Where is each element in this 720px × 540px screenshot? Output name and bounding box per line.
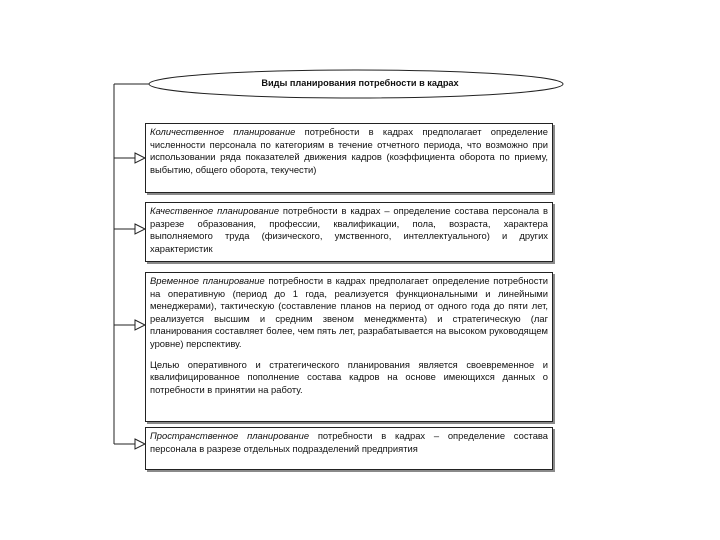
box-2-text: потребности в кадрах – определение состава персонала в разрезе образования, профессии, квалификации, пола, возраста, характера выполняемого труда (физического, умственного, интеллектуального) и других характеристик	[150, 205, 548, 254]
diagram-title: Виды планирования потребности в кадрах	[261, 78, 459, 88]
box-1-lead: Количественное планирование	[150, 126, 296, 137]
box-1-paragraph	[150, 126, 548, 176]
box-2-lead: Качественное планирование	[150, 205, 280, 216]
spatial-planning-box	[145, 427, 553, 470]
quantitative-planning-box	[145, 123, 553, 193]
box-4-paragraph	[150, 430, 548, 455]
arrow-to-box-4	[114, 439, 145, 449]
box-2-paragraph	[150, 205, 548, 255]
arrow-to-box-3	[114, 320, 145, 330]
box-3-note: Целью оперативного и стратегического планирования является своевременное и квалифицированное пополнение состава кадров на основе имеющихся данных о потребности в принятии на работу.	[150, 358, 548, 395]
arrow-to-box-1	[114, 153, 145, 163]
arrow-to-box-2	[114, 224, 145, 234]
box-1-text: потребности в кадрах предполагает определение численности персонала по категориям в течение отчетного периода, что возможно при использовании ряда показателей движения кадров (коэффициента оборота по приему, выбытию, общего оборота, текучести)	[150, 126, 548, 175]
box-4-lead: Пространственное планирование	[150, 430, 310, 441]
temporal-planning-box	[145, 272, 553, 422]
box-4-text: потребности в кадрах – определение состава персонала в разрезе отдельных подразделений предприятия	[150, 430, 548, 454]
box-3-text: потребности в кадрах предполагает определение потребности на оперативную (период до 1 года, реализуется функциональными и линейными менеджерами), тактическую (составление планов на период от одного года до пяти лет, реализуется высшим и средним звеном менеджмента) и стратегическую (лаг планирования составляет более, чем пять лет, разрабатывается на высоком руководящем уровне) перспективу.	[150, 275, 548, 349]
box-3-lead: Временное планирование	[150, 275, 265, 286]
qualitative-planning-box	[145, 202, 553, 262]
box-3-paragraph	[150, 275, 548, 351]
